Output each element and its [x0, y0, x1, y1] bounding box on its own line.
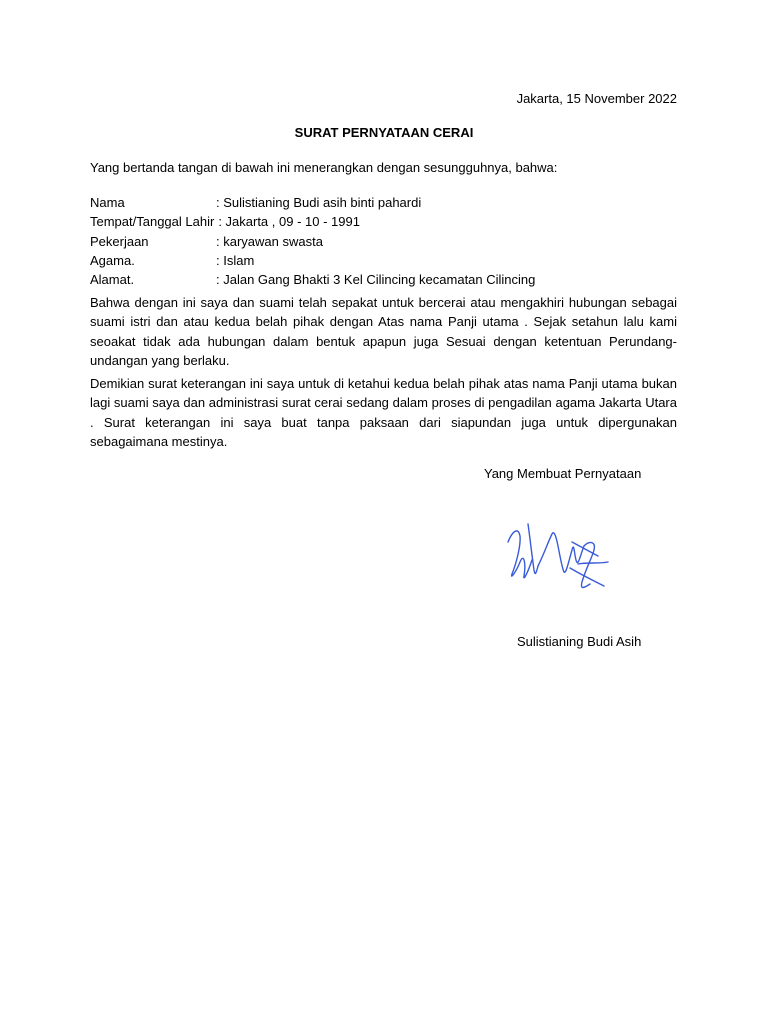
signature-stroke: [570, 568, 604, 586]
field-value: : Islam: [216, 252, 255, 268]
field-value: : Jalan Gang Bhakti 3 Kel Cilincing kecamatan Cilincing: [216, 272, 536, 288]
field-value: : Sulistianing Budi asih binti pahardi: [216, 195, 422, 210]
signature-stroke: [578, 562, 608, 564]
field-label: Tempat/Tanggal Lahir: [90, 214, 215, 230]
field-value: : Jakarta , 09 - 10 - 1991: [218, 214, 360, 230]
field-label: Pekerjaan: [90, 233, 149, 249]
personal-details: [90, 193, 690, 289]
body-paragraph-2: Demikian surat keterangan ini saya untuk di ketahui kedua belah pihak atas nama Panji utama bukan lagi suami saya dan administrasi surat cerai sedang dalam proses di pengadilan agama Jakarta Utara . Surat keterangan ini saya buat tanpa paksaan dari siapundan juga untuk dipergunakan sebagaimana mestinya.: [90, 376, 677, 449]
field-label: Alamat.: [90, 272, 135, 288]
field-row-tempat-tanggal-lahir: [90, 212, 690, 231]
handwritten-signature: [500, 512, 615, 597]
closing-line: Yang Membuat Pernyataan: [484, 466, 642, 481]
signature-stroke: [538, 533, 584, 573]
letter-title: SURAT PERNYATAAN CERAI: [294, 125, 474, 140]
field-label: Agama.: [90, 252, 135, 268]
signature-stroke: [508, 531, 532, 578]
field-row-nama: [90, 193, 690, 212]
field-row-agama: [90, 251, 690, 270]
body-paragraph-1: Bahwa dengan ini saya dan suami telah sepakat untuk bercerai atau mengakhiri hubungan sebagai suami istri dan atau kedua belah pihak dengan Atas nama Panji utama . Sejak setahun lalu kami seoakat tidak ada hubungan dalam bentuk apapun juga Sesuai dengan ketentuan Perundang-undangan yang berlaku.: [90, 295, 677, 368]
field-row-alamat: [90, 270, 690, 289]
letter-date: Jakarta, 15 November 2022: [516, 91, 677, 106]
intro-text: Yang bertanda tangan di bawah ini menerangkan dengan sesungguhnya, bahwa:: [90, 160, 558, 175]
signer-name: Sulistianing Budi Asih: [517, 634, 642, 649]
field-label: Nama: [90, 195, 125, 210]
field-row-pekerjaan: [90, 232, 690, 251]
field-value: : karyawan swasta: [216, 233, 323, 249]
